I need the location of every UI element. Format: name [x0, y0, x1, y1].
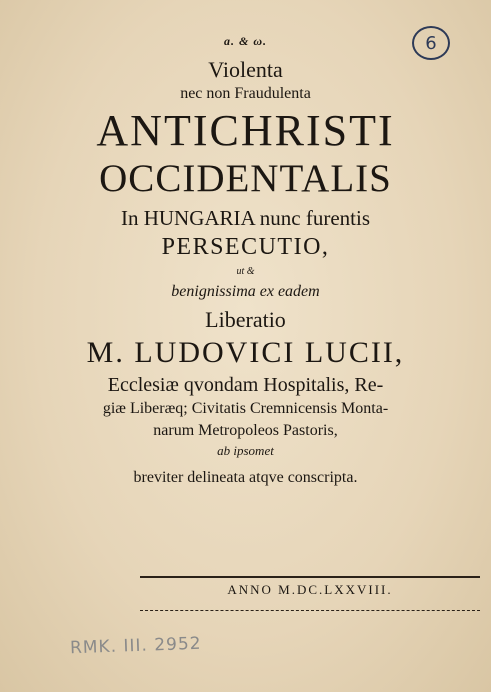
author-desc-4: ab ipsomet	[217, 443, 274, 458]
title-line-8: benignissima ex eadem	[171, 283, 320, 300]
rule-bottom	[140, 610, 480, 611]
title-line-5: In HUNGARIA nunc furentis	[120, 206, 371, 230]
title-line-6: PERSECUTIO,	[161, 234, 330, 260]
rule-top	[140, 576, 480, 578]
title-line-1: Violenta	[208, 57, 283, 82]
author-name: M. LUDOVICI LUCII,	[86, 336, 405, 369]
shelfmark-circle	[412, 26, 450, 60]
title-line-2: nec non Fraudulenta	[180, 85, 311, 102]
author-desc-3: narum Metropoleos Pastoris,	[153, 422, 338, 439]
author-desc-5: breviter delineata atqve conscripta.	[133, 469, 358, 486]
author-desc-1: Ecclesiæ qvondam Hospitalis, Re-	[107, 374, 384, 396]
title-line-3: ANTICHRISTI	[96, 106, 395, 155]
title-line-7: ut &	[236, 266, 255, 277]
ornament-mark: a. & ω.	[223, 34, 267, 48]
title-line-4: OCCIDENTALIS	[99, 157, 392, 200]
imprint-date: ANNO M.DC.LXXVIII.	[227, 582, 393, 597]
author-desc-2: giæ Liberæq; Civitatis Cremnicensis Monta-	[102, 400, 389, 417]
title-line-9: Liberatio	[205, 307, 286, 332]
library-stamp: RMK. III. 2952	[69, 633, 202, 659]
shelfmark-number: 6	[425, 32, 437, 54]
title-block	[0, 56, 491, 490]
